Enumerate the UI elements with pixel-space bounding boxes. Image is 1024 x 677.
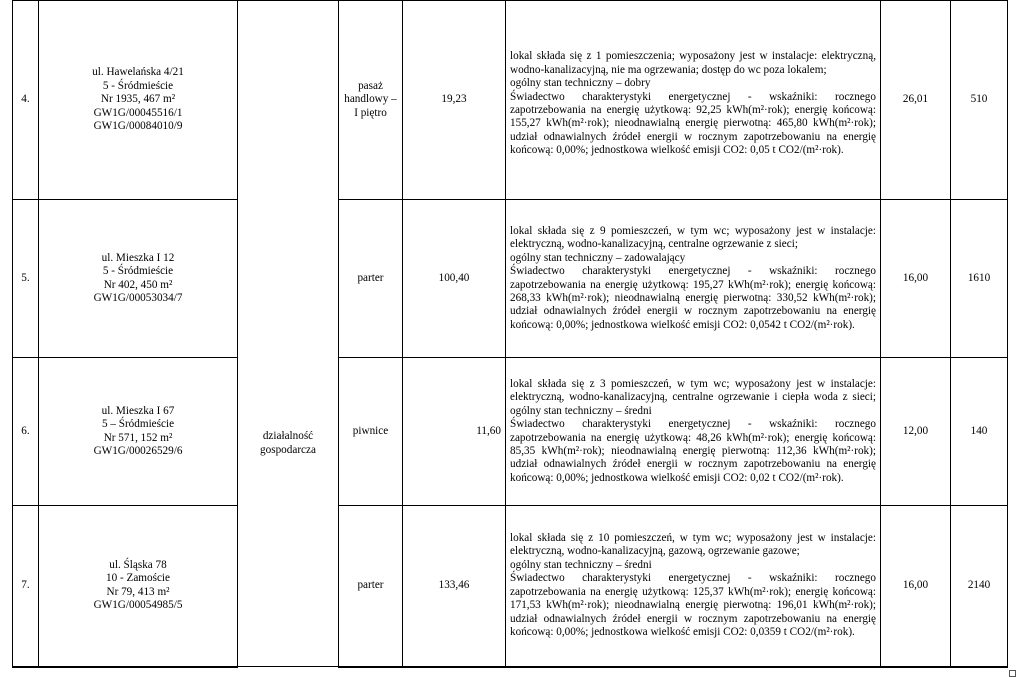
district: 5 - Śródmieście bbox=[102, 265, 174, 278]
description-line: lokal składa się z 1 pomieszczenia; wyposażony jest w instalacje: elektryczną, wodno-kanalizacyjną, nie ma ogrzewania; dostęp do wc poza lokalem; bbox=[510, 50, 876, 76]
land-register: GW1G/00045516/1 bbox=[93, 106, 183, 119]
area: 11,60 bbox=[403, 358, 506, 506]
rate: 16,00 bbox=[881, 506, 951, 667]
plot: Nr 1935, 467 m² bbox=[100, 93, 176, 106]
floor-line: piwnice bbox=[352, 424, 389, 437]
district: 10 - Zamoście bbox=[106, 572, 170, 585]
description-line: lokal składa się z 10 pomieszczeń, w tym wc; wyposażony jest w instalacje: elektryczną, wodno-kanalizacyjną, gazową, ogrzewanie gazowe; bbox=[510, 532, 876, 558]
property-table bbox=[12, 0, 1008, 668]
floor-line: parter bbox=[357, 579, 384, 592]
floor bbox=[339, 358, 403, 506]
floor-line: handlowy – bbox=[344, 93, 397, 106]
description-line: lokal składa się z 3 pomieszczeń, w tym wc; wyposażony jest w instalacje: elektryczną, wodno-kanalizacyjną, centralne ogrzewanie i ciepła woda z sieci; ogólny stan techniczny – średni bbox=[510, 377, 876, 417]
floor-line: pasaż bbox=[358, 79, 383, 92]
description-line: ogólny stan techniczny – zadowalający bbox=[510, 251, 686, 264]
purpose-line: gospodarcza bbox=[260, 443, 316, 456]
amount: 1610 bbox=[951, 200, 1008, 358]
description-line: lokal składa się z 9 pomieszczeń, w tym wc; wyposażony jest w instalacje: elektryczną, wodno-kanalizacyjną, centralne ogrzewanie z sieci; bbox=[510, 224, 876, 251]
street: ul. Hawelańska 4/21 bbox=[92, 66, 184, 79]
table-row bbox=[13, 358, 1008, 506]
table-row bbox=[13, 1, 1008, 200]
description bbox=[506, 200, 881, 358]
table-row bbox=[13, 200, 1008, 358]
description-line: ogólny stan techniczny – dobry bbox=[510, 77, 651, 90]
street: ul. Mieszka I 12 bbox=[101, 251, 175, 264]
description-line: Świadectwo charakterystyki energetycznej - wskaźniki: rocznego zapotrzebowania na energię użytkową: 125,37 kWh(m²·rok); energię końcową: 171,53 kWh(m²·rok); nieodnawialną energię pierwotną: 196,01 kWh(m²·rok); udział odnawialnych źródeł energii w rocznym zapotrzebowaniu na energię końcową: 0,00%; jednostkowa wielkość emisji CO2: 0,0359 t CO2/(m²·rok). bbox=[510, 572, 876, 639]
rate: 16,00 bbox=[881, 200, 951, 358]
row-number: 6. bbox=[13, 358, 39, 506]
plot: Nr 571, 152 m² bbox=[103, 431, 173, 444]
row-number: 4. bbox=[13, 1, 39, 200]
property-location bbox=[39, 200, 238, 358]
property-location bbox=[39, 506, 238, 667]
amount: 2140 bbox=[951, 506, 1008, 667]
purpose-cell bbox=[238, 1, 339, 667]
plot: Nr 402, 450 m² bbox=[103, 278, 173, 291]
floor-line: parter bbox=[357, 271, 384, 284]
amount: 510 bbox=[951, 1, 1008, 200]
floor bbox=[339, 1, 403, 200]
purpose-line: działalność bbox=[262, 430, 314, 443]
property-location bbox=[39, 1, 238, 200]
rate: 12,00 bbox=[881, 358, 951, 506]
description bbox=[506, 1, 881, 200]
street: ul. Mieszka I 67 bbox=[101, 404, 175, 417]
land-register: GW1G/00053034/7 bbox=[93, 291, 183, 304]
property-location bbox=[39, 358, 238, 506]
land-register: GW1G/00084010/9 bbox=[93, 120, 183, 133]
floor bbox=[339, 506, 403, 667]
floor bbox=[339, 200, 403, 358]
land-register: GW1G/00054985/5 bbox=[93, 599, 183, 612]
description bbox=[506, 358, 881, 506]
description-line: Świadectwo charakterystyki energetycznej - wskaźniki: rocznego zapotrzebowania na energię użytkową: 195,27 kWh(m²·rok); energię końcową: 268,33 kWh(m²·rok); nieodnawialną energię pierwotną: 330,52 kWh(m²·rok); udział odnawialnych źródeł energii w rocznym zapotrzebowaniu na energię końcową: 0,00%; jednostkowa wielkość emisji CO2: 0,0542 t CO2/(m²·rok). bbox=[510, 265, 876, 331]
plot: Nr 79, 413 m² bbox=[106, 585, 170, 598]
description bbox=[506, 506, 881, 667]
amount: 140 bbox=[951, 358, 1008, 506]
resize-handle-icon bbox=[1009, 670, 1016, 677]
description-line: Świadectwo charakterystyki energetycznej - wskaźniki: rocznego zapotrzebowania na energię użytkową: 92,25 kWh(m²·rok); energię końcową: 155,27 kWh(m²·rok); nieodnawialną energię pierwotną: 465,80 kWh(m²·rok); udział odnawialnych źródeł energii w rocznym zapotrzebowaniu na energię końcową: 0,00%; jednostkowa wielkość emisji CO2: 0,05 t CO2/(m²·rok). bbox=[510, 90, 876, 157]
area: 19,23 bbox=[403, 1, 506, 200]
district: 5 – Śródmieście bbox=[101, 418, 175, 431]
land-register: GW1G/00026529/6 bbox=[93, 444, 183, 457]
description-line: Świadectwo charakterystyki energetycznej - wskaźniki: rocznego zapotrzebowania na energię użytkową: 48,26 kWh(m²·rok); energię końcową: 85,35 kWh(m²·rok); nieodnawialną energię pierwotną: 112,36 kWh(m²·rok); udział odnawialnych źródeł energii w rocznym zapotrzebowaniu na energię końcową: 0,00%; jednostkowa wielkość emisji CO2: 0,02 t CO2/(m²·rok). bbox=[510, 418, 876, 484]
table-row bbox=[13, 506, 1008, 667]
street: ul. Śląska 78 bbox=[109, 558, 167, 571]
row-number: 5. bbox=[13, 200, 39, 358]
rate: 26,01 bbox=[881, 1, 951, 200]
floor-line: I piętro bbox=[354, 106, 387, 119]
area: 100,40 bbox=[403, 200, 506, 358]
description-line: ogólny stan techniczny – średni bbox=[510, 558, 652, 571]
row-number: 7. bbox=[13, 506, 39, 667]
area: 133,46 bbox=[403, 506, 506, 667]
district: 5 - Śródmieście bbox=[102, 79, 174, 92]
